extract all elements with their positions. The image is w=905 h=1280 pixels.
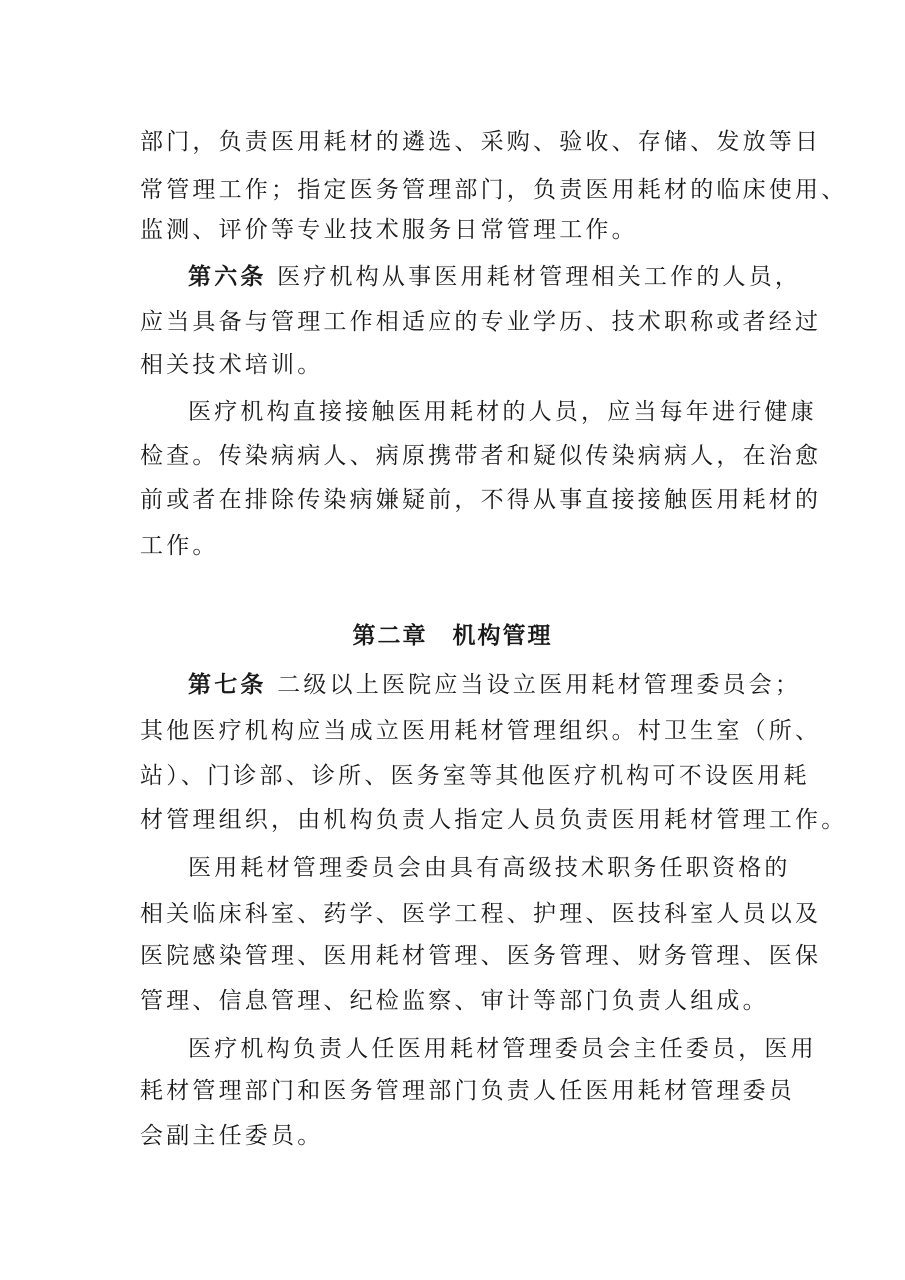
paragraph-line: 检查。传染病病人、病原携带者和疑似传染病病人，在治愈 — [140, 443, 822, 469]
paragraph-line: 会副主任委员。 — [140, 1123, 324, 1149]
paragraph-line: 医用耗材管理委员会由具有高级技术职务任职资格的 — [188, 855, 791, 881]
article-7-text: 二级以上医院应当设立医用耗材管理委员会； — [266, 672, 802, 698]
paragraph-line: 常管理工作；指定医务管理部门，负责医用耗材的临床使用、 — [140, 177, 848, 203]
paragraph-line: 相关技术培训。 — [140, 352, 324, 378]
paragraph-line: 耗材管理部门和医务管理部门负责人任医用耗材管理委员 — [140, 1078, 795, 1104]
paragraph-line: 其他医疗机构应当成立医用耗材管理组织。村卫生室（所、 — [140, 718, 822, 744]
article-7-title: 第七条 — [188, 672, 267, 698]
paragraph-line: 医疗机构负责人任医用耗材管理委员会主任委员，医用 — [188, 1036, 817, 1062]
paragraph-line: 医院感染管理、医用耗材管理、医务管理、财务管理、医保 — [140, 943, 822, 969]
paragraph-line: 材管理组织，由机构负责人指定人员负责医用耗材管理工作。 — [140, 807, 848, 833]
paragraph-line: 管理、信息管理、纪检监察、审计等部门负责人组成。 — [140, 988, 769, 1014]
paragraph-line: 部门，负责医用耗材的遴选、采购、验收、存储、发放等日 — [140, 129, 822, 155]
chapter-heading: 第二章 机构管理 — [352, 623, 553, 649]
paragraph-line: 医疗机构直接接触医用耗材的人员，应当每年进行健康 — [188, 399, 817, 425]
article-6-first-line — [188, 262, 801, 292]
paragraph-line: 应当具备与管理工作相适应的专业学历、技术职称或者经过 — [140, 309, 822, 335]
article-6-title: 第六条 — [188, 264, 267, 290]
paragraph-line: 监测、评价等专业技术服务日常管理工作。 — [140, 217, 638, 243]
article-6-text: 医疗机构从事医用耗材管理相关工作的人员， — [266, 264, 802, 290]
article-7-first-line — [188, 670, 801, 700]
paragraph-line: 相关临床科室、药学、医学工程、护理、医技科室人员以及 — [140, 901, 822, 927]
paragraph-line: 站）、门诊部、诊所、医务室等其他医疗机构可不设医用耗 — [140, 763, 810, 789]
paragraph-line: 工作。 — [140, 533, 219, 559]
paragraph-line: 前或者在排除传染病嫌疑前，不得从事直接接触医用耗材的 — [140, 487, 822, 513]
